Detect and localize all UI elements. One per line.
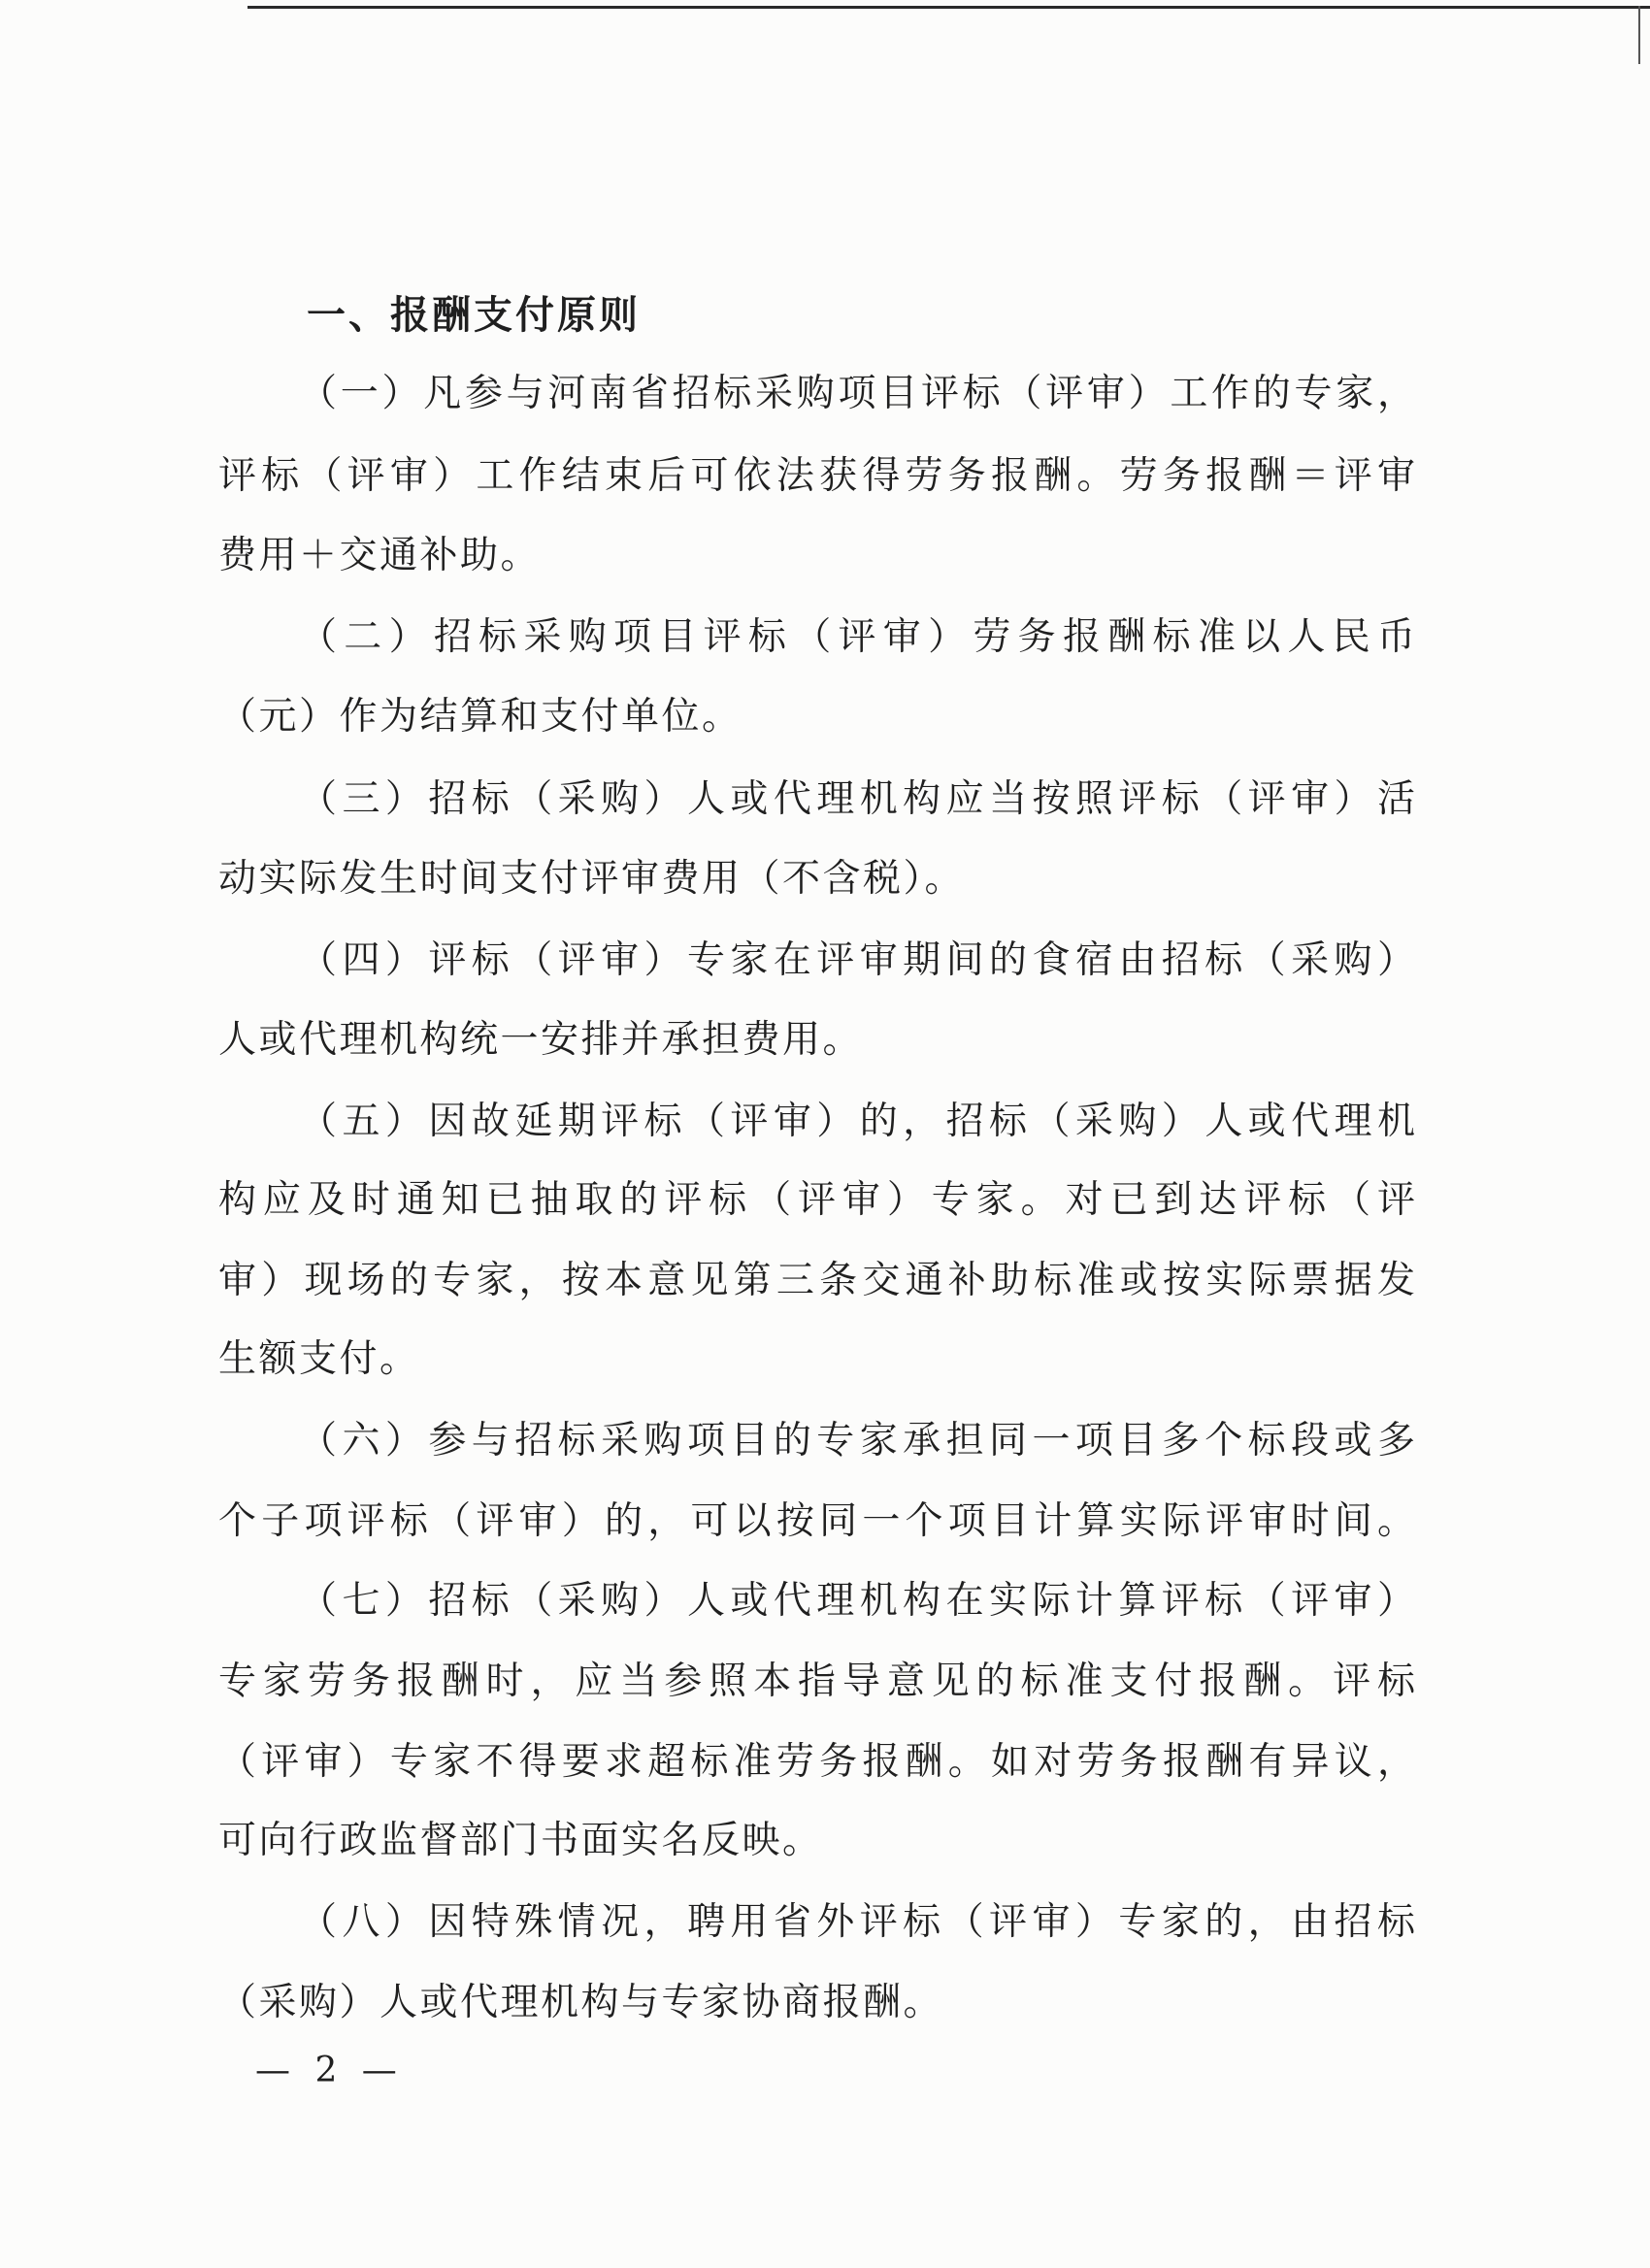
section-heading: 一、报酬支付原则 (307, 293, 641, 338)
scan-edge-top (248, 6, 1650, 9)
paragraph-4-line-1: （四）评标（评审）专家在评审期间的食宿由招标（采购） (299, 938, 1415, 982)
paragraph-3-line-2: 动实际发生时间支付评审费用（不含税）。 (218, 857, 966, 901)
paragraph-1-line-1: （一）凡参与河南省招标采购项目评标（评审）工作的专家， (299, 372, 1415, 415)
paragraph-2-line-2: （元）作为结算和支付单位。 (218, 695, 742, 739)
paragraph-1-line-3: 费用＋交通补助。 (218, 534, 542, 577)
paragraph-4-line-2: 人或代理机构统一安排并承担费用。 (218, 1018, 864, 1062)
paragraph-3-line-1: （三）招标（采购）人或代理机构应当按照评标（评审）活 (299, 777, 1415, 821)
paragraph-5-line-2: 构应及时通知已抽取的评标（评审）专家。对已到达评标（评 (218, 1178, 1415, 1222)
paragraph-5-line-3: 审）现场的专家，按本意见第三条交通补助标准或按实际票据发 (218, 1259, 1415, 1302)
paragraph-8-line-2: （采购）人或代理机构与专家协商报酬。 (218, 1981, 944, 2024)
paragraph-5-line-4: 生额支付。 (218, 1337, 420, 1381)
paragraph-7-line-3: （评审）专家不得要求超标准劳务报酬。如对劳务报酬有异议， (218, 1740, 1415, 1784)
scan-edge-right (1638, 6, 1640, 64)
paragraph-7-line-4: 可向行政监督部门书面实名反映。 (218, 1819, 823, 1862)
paragraph-1-line-2: 评标（评审）工作结束后可依法获得劳务报酬。劳务报酬＝评审 (218, 454, 1415, 498)
paragraph-5-line-1: （五）因故延期评标（评审）的，招标（采购）人或代理机 (299, 1100, 1415, 1143)
paragraph-6-line-2: 个子项评标（评审）的，可以按同一个项目计算实际评审时间。 (218, 1499, 1415, 1543)
paragraph-6-line-1: （六）参与招标采购项目的专家承担同一项目多个标段或多 (299, 1419, 1415, 1463)
paragraph-8-line-1: （八）因特殊情况，聘用省外评标（评审）专家的，由招标 (299, 1900, 1415, 1944)
paragraph-2-line-1: （二）招标采购项目评标（评审）劳务报酬标准以人民币 (299, 615, 1415, 659)
paragraph-7-line-1: （七）招标（采购）人或代理机构在实际计算评标（评审） (299, 1579, 1415, 1623)
paragraph-7-line-2: 专家劳务报酬时，应当参照本指导意见的标准支付报酬。评标 (218, 1660, 1415, 1703)
page-number: — 2 — (255, 2051, 397, 2090)
